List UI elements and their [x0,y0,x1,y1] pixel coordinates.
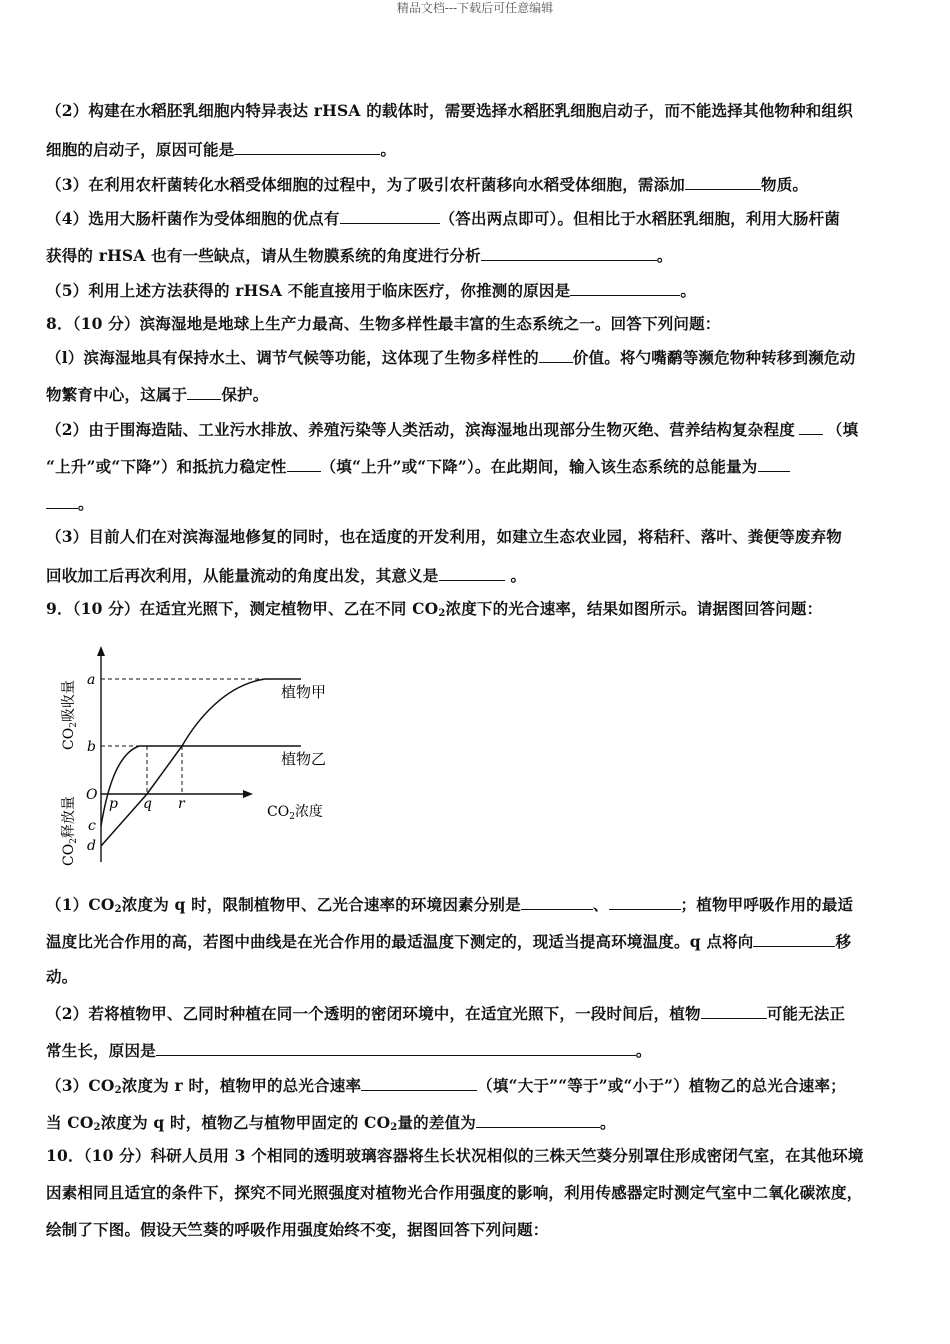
q8-part3-line1: （3）目前人们在对滨海湿地修复的同时，也在适度的开发利用，如建立生态农业园，将秸秆、落叶、粪便等废弃物 [46,527,842,546]
y-tick-o: O [86,787,98,803]
y-tick-c: c [88,818,96,834]
q9-part1-line1: $(1)CO_2$浓度为 q 时，限制植物甲、乙光合速率的环境因素分别是 、 ；植物甲呼吸作用的最适 [46,895,854,915]
answer-blank[interactable] [539,346,573,363]
answer-blank[interactable] [234,138,380,155]
y-axis-arrow [97,646,105,656]
answer-blank[interactable] [187,383,221,400]
answer-blank[interactable] [481,244,657,261]
y-tick-d: d [87,838,96,854]
q9-part3-line2: 当 $CO_2$浓度为 q 时，植物乙与植物甲固定的 $CO_2$量的差值为 。 [46,1113,616,1133]
q8-part1-line2: 物繁育中心，这属于 保护。 [46,385,269,404]
q7-part4-line1: （4）选用大肠杆菌作为受体细胞的优点有 （答出两点即可）。但相比于水稻胚乳细胞，利用大肠杆菌 [46,209,841,228]
answer-blank[interactable] [340,207,440,224]
x-tick-q: q [143,796,152,812]
answer-blank[interactable] [701,1002,767,1019]
q7-part3: （3）在利用农杆菌转化水稻受体细胞的过程中，为了吸引农杆菌移向水稻受体细胞，需添加 物质。 [46,175,809,194]
answer-blank[interactable] [753,930,835,947]
series-label-plant-b: 植物乙 [281,750,327,768]
q8-part3-line2: 回收加工后再次利用，从能量流动的角度出发，其意义是 。 [46,566,527,585]
x-tick-p: p [109,796,118,812]
answer-blank[interactable] [521,893,593,910]
co2-photosynthesis-chart [55,640,355,870]
q7-part2-line1: （2）构建在水稻胚乳细胞内特异表达 rHSA 的载体时，需要选择水稻胚乳细胞启动子，而不能选择其他物种和组织 [46,101,853,120]
q8-part1-line1: （l）滨海湿地具有保持水土、调节气候等功能，这体现了生物多样性的 价值。将勺嘴鹬等濒危物种转移到濒危动 [46,348,856,367]
q8-stem: 8．（10 分）滨海湿地是地球上生产力最高、生物多样性最丰富的生态系统之一。回答下列问题： [46,314,721,333]
answer-blank[interactable] [476,1111,600,1128]
y-axis-label-bottom: $CO_2$释放量 [61,796,79,866]
y-tick-b: b [87,739,96,755]
y-axis-label-top: $CO_2$吸收量 [61,680,79,750]
q9-stem: 9．（10 分）在适宜光照下，测定植物甲、乙在不同 $CO_2$浓度下的光合速率，结果如图所示。请据图回答问题： [46,599,823,619]
q7-part5: （5）利用上述方法获得的 rHSA 不能直接用于临床医疗，你推测的原因是 。 [46,281,697,300]
answer-blank[interactable] [439,564,505,581]
x-axis-label: $CO_2$浓度 [267,804,323,822]
series-plant-a-curve [101,679,301,846]
q9-part1-line3: 动。 [46,967,78,986]
q7-part2-line2: 细胞的启动子，原因可能是 。 [46,140,397,159]
answer-blank[interactable] [758,455,790,472]
answer-blank[interactable] [570,279,680,296]
q10-line2: 因素相同且适宜的条件下，探究不同光照强度对植物光合作用强度的影响，利用传感器定时测定气室中二氧化碳浓度， [46,1183,863,1202]
answer-blank[interactable] [685,173,761,190]
q8-part2-line3: 。 [46,492,94,514]
q8-part2-line1: （2）由于围海造陆、工业污水排放、养殖污染等人类活动，滨海湿地出现部分生物灭绝、营养结构复杂程度 （填 [46,420,859,439]
q8-part2-line2: “上升”或“下降”）和抵抗力稳定性 （填“上升”或“下降”）。在此期间，输入该生态系统的总能量为 [46,455,790,477]
answer-blank[interactable] [609,893,681,910]
q10-line3: 绘制了下图。假设天竺葵的呼吸作用强度始终不变，据图回答下列问题： [46,1220,549,1239]
y-tick-a: a [87,672,96,688]
q9-part1-line2: 温度比光合作用的高，若图中曲线是在光合作用的最适温度下测定的，现适当提高环境温度。q 点将向 移 [46,932,852,951]
answer-blank[interactable] [287,455,321,472]
series-label-plant-a: 植物甲 [281,683,327,701]
answer-blank[interactable] [156,1039,636,1056]
q10-line1: 10．（10 分）科研人员用 3 个相同的透明玻璃容器将生长状况相似的三株天竺葵分别罩住形成密闭气室，在其他环境 [46,1146,864,1165]
q9-part2-line2: 常生长，原因是 。 [46,1041,652,1060]
q9-part3-line1: $(3)CO_2$浓度为 r 时，植物甲的总光合速率 （填“大于”“等于”或“小于”）植物乙的总光合速率； [46,1076,846,1096]
x-axis-arrow [243,790,253,798]
answer-blank[interactable] [799,418,823,435]
answer-blank[interactable] [361,1074,477,1091]
answer-blank[interactable] [46,492,78,509]
q7-part4-line2: 获得的 rHSA 也有一些缺点，请从生物膜系统的角度进行分析 。 [46,246,673,265]
page-header: 精品文档---下载后可任意编辑 [396,1,554,15]
x-tick-r: r [178,796,185,812]
q9-part2-line1: （2）若将植物甲、乙同时种植在同一个透明的密闭环境中，在适宜光照下，一段时间后，植物 可能无法正 [46,1004,846,1023]
